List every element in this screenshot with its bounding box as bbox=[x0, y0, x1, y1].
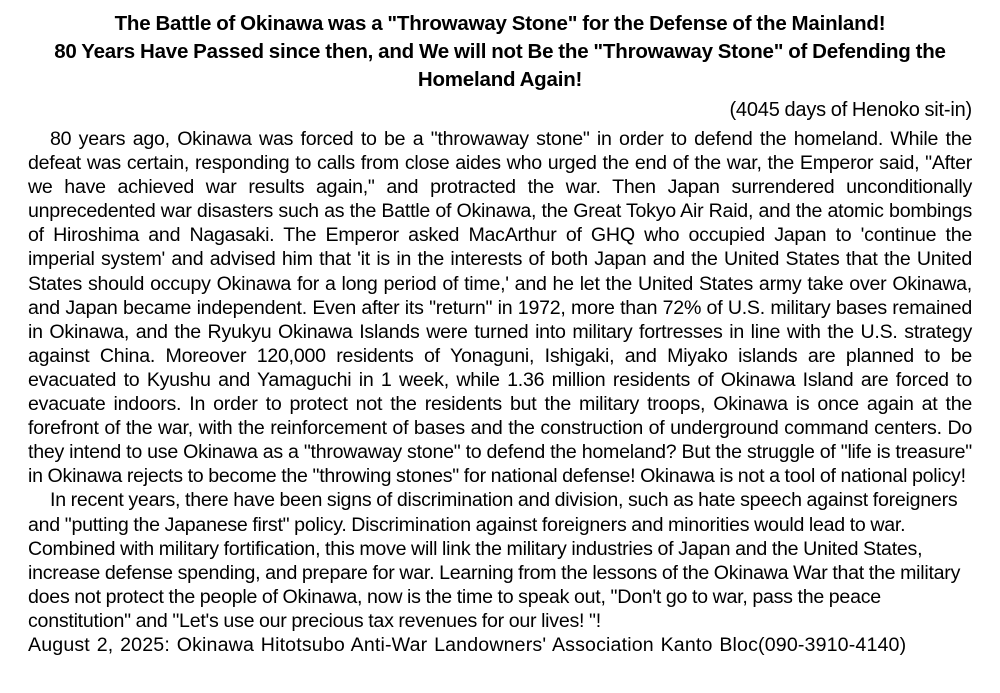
body-paragraph-2: In recent years, there have been signs of discrimination and division, such as hate speech against foreigners and "putting the Japanese first" policy. Discrimination against foreigners and minorities would lead to war. Combined with military fortification, this move will link the military industries of Japan and the United States, increase defense spending, and prepare for war. Learning from the lessons of the Okinawa War that the military does not protect the people of Okinawa, now is the time to speak out, "Don't go to war, pass the peace constitution" and "Let's use our precious tax revenues for our lives! "! bbox=[28, 489, 965, 632]
body-paragraph-1: 80 years ago, Okinawa was forced to be a "throwaway stone" in order to defend the homeland. While the defeat was certain, responding to calls from close aides who urged the end of the war, the Emperor said, "After we have achieved war results again," and protracted the war. Then Japan surrendered unconditionally unprecedented war disasters such as the Battle of Okinawa, the Great Tokyo Air Raid, and the atomic bombings of Hiroshima and Nagasaki. The Emperor asked MacArthur of GHQ who occupied Japan to 'continue the imperial system' and advised him that 'it is in the interests of both Japan and the United States that the United States should occupy Okinawa for a long period of time,' and he let the United States army take over Okinawa, and Japan became independent. Even after its "return" in 1972, more than 72% of U.S. military bases remained in Okinawa, and the Ryukyu Okinawa Islands were turned into military fortresses in line with the U.S. strategy against China. Moreover 120,000 residents of Yonaguni, Ishigaki, and Miyako islands are planned to be evacuated to Kyushu and Yamaguchi in 1 week, while 1.36 million residents of Okinawa Island are forced to evacuate indoors. In order to protect not the residents but the military troops, Okinawa is once again at the forefront of the war, with the reinforcement of bases and the construction of underground command centers. Do they intend to use Okinawa as a "throwaway stone" to defend the homeland? But the struggle of "life is treasure" in Okinawa rejects to become the "throwing stones" for national defense! Okinawa is not a tool of national policy! bbox=[28, 128, 987, 488]
document-body bbox=[0, 123, 1000, 657]
page-title bbox=[0, 0, 1000, 94]
henoko-sit-in-counter: (4045 days of Henoko sit-in) bbox=[729, 99, 972, 121]
signature-line: August 2, 2025: Okinawa Hitotsubo Anti-War Landowners' Association Kanto Bloc(090-3910-4140) bbox=[28, 633, 907, 656]
headline-line-2: 80 Years Have Passed since then, and We will not Be the "Throwaway Stone" of Defending the Homeland Again! bbox=[54, 40, 946, 91]
headline-line-1: The Battle of Okinawa was a "Throwaway Stone" for the Defense of the Mainland! bbox=[114, 12, 886, 35]
